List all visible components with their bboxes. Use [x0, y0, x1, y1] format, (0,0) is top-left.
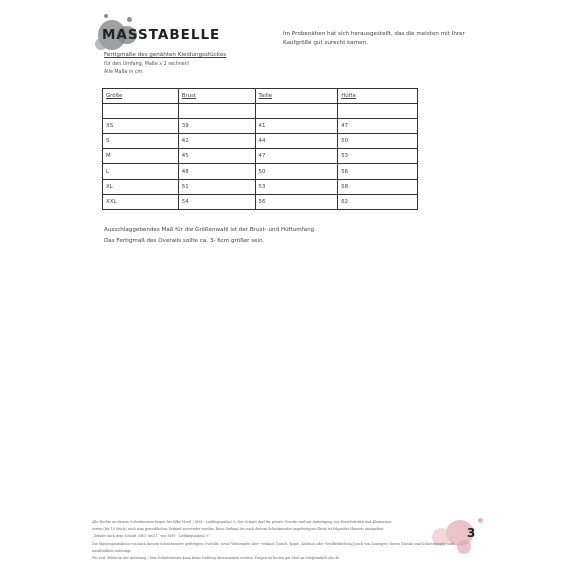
footer-line: Für evtl. Fehler in der Anleitung / dem Schnittmuster kann keine Haftung übernommen werden. Fragen an besten per Mail an info@einfach-sho.de — [92, 556, 340, 561]
footer-line: Die Massenproduktion von nach diesem Schnittmuster gefertigten Overalls, sowie Weitergabe oder -verkauf, Tausch, Kopie, Abdruck oder Veröffentlichung (auch von Auszügen) dieses Ebooks und Schnittmuster sind ausdrücklich untersagt. — [92, 541, 454, 553]
footer-line: „Genäht nach dem Schnitt ‚SHO´sstil 1“ von SHO - Lieblingsaufzu2.0“ — [92, 534, 211, 539]
spacer-cell — [103, 104, 179, 119]
spacer-cell — [255, 104, 338, 119]
cell-waist: 41 — [255, 119, 338, 134]
page-title: MASSTABELLE — [102, 27, 221, 43]
cell-waist: 53 — [255, 179, 338, 194]
cell-chest: 45 — [178, 149, 255, 164]
cell-hip: 53 — [338, 149, 418, 164]
size-table — [102, 88, 418, 210]
table-row — [103, 164, 418, 179]
cell-hip: 47 — [338, 119, 418, 134]
intro-text: Im Probenähen hat sich herausgestellt, das die meisten mit Ihrer Kaufgröße gut zurecht kamen. — [283, 31, 465, 46]
spacer-cell — [338, 104, 418, 119]
cell-waist: 56 — [255, 194, 338, 209]
cell-waist: 47 — [255, 149, 338, 164]
header-waist: Taille — [255, 89, 338, 104]
table-row — [103, 194, 418, 209]
cell-hip: 56 — [338, 164, 418, 179]
cell-size: XXL — [103, 194, 179, 209]
cell-size: S — [103, 134, 179, 149]
cell-size: XS — [103, 119, 179, 134]
cell-chest: 54 — [178, 194, 255, 209]
table-row — [103, 179, 418, 194]
page-number: 3 — [467, 526, 476, 540]
cell-waist: 50 — [255, 164, 338, 179]
cell-chest: 48 — [178, 164, 255, 179]
header-chest: Brust — [178, 89, 255, 104]
footer-line: Alle Rechte an diesem Schnittmuster liegen bei Silke Hoerl | SHO - Lieblingsaufzu2.0. Der Schnitt darf für private Zwecke und zur Anfertigung von Einzelstücken und Kleinserien — [92, 520, 392, 524]
cell-chest: 51 — [178, 179, 255, 194]
footer-line: serien (bis 10 Stück) auch zum gewerblichen Verkauf verwendet werden. Beim Verkauf der nach diesem Schnittmuster angefertigten Shirts ist folgender Hinweis anzugeben: — [92, 527, 385, 532]
table-row — [103, 149, 418, 164]
note-units: Alle Maße in cm. — [104, 70, 144, 75]
copyright-footer — [92, 519, 472, 562]
cell-chest: 39 — [178, 119, 255, 134]
cell-chest: 42 — [178, 134, 255, 149]
cell-hip: 58 — [338, 179, 418, 194]
subheading: Fertigmaße des genähten Kleidungsstückes — [104, 52, 227, 58]
header-size: Größe — [103, 89, 179, 104]
cell-hip: 62 — [338, 194, 418, 209]
note-circumference: für den Umfang, Maße x 2 rechnen! — [104, 62, 190, 67]
spacer-cell — [178, 104, 255, 119]
cell-waist: 44 — [255, 134, 338, 149]
cell-size: L — [103, 164, 179, 179]
cell-hip: 50 — [338, 134, 418, 149]
header-hip: Hüfte — [338, 89, 418, 104]
table-header-row — [103, 89, 418, 104]
table-row — [103, 119, 418, 134]
table-row — [103, 134, 418, 149]
cell-size: XL — [103, 179, 179, 194]
paragraph-ease: Das Fertigmaß des Overalls sollte ca. 3- 6cm größer sein. — [104, 238, 265, 244]
cell-size: M — [103, 149, 179, 164]
paragraph-size-choice: Ausschlaggebendes Maß für die Größenwahl ist der Brust- und Hüftumfang. — [104, 227, 316, 233]
